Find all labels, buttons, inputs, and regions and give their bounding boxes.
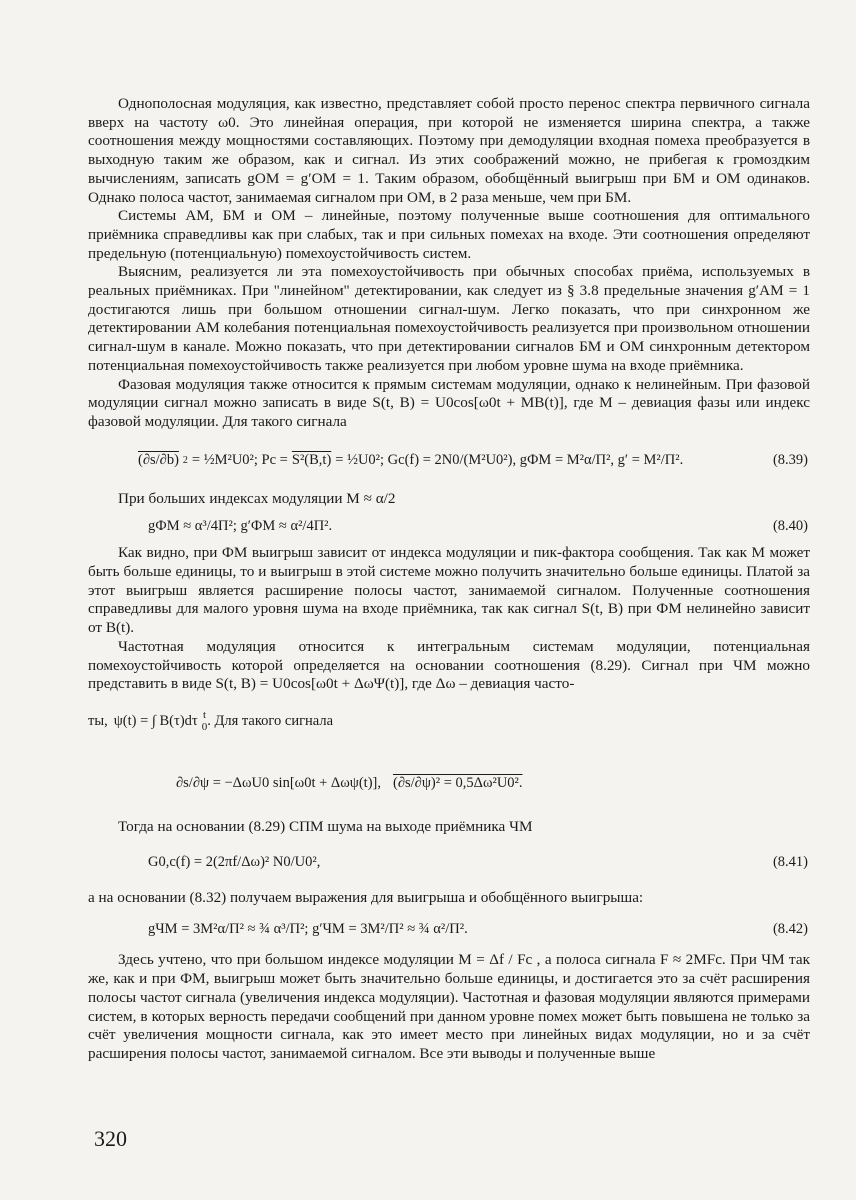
- eq839-term4: = ½U0²; Gc(f) = 2N0/(M²U0²), gФМ = M²α/Π², g′ = M²/Π².: [335, 452, 684, 469]
- eq-ds-left: ∂s/∂ψ = −ΔωU0 sin[ω0t + Δωψ(t)],: [176, 774, 381, 791]
- equation-ds-dpsi: [88, 748, 810, 818]
- paragraph-4: Фазовая модуляция также относится к прямым системам модуляции, однако к нелинейным. При фазовой модуляции сигнал можно записать в виде S(t, B) = U0cos[ω0t + MB(t)], где M – девиация фазы или индекс фазовой модуляции. Для такого сигнала: [88, 375, 810, 430]
- eq-ds-right: (∂s/∂ψ)² = 0,5Δω²U0².: [392, 774, 523, 791]
- paragraph-6: Как видно, при ФМ выигрыш зависит от индекса модуляции и пик-фактора сообщения. Так как M может быть больше единицы, то и выигрыш в этой системе можно получить значительно больше единицы. Платой за этот выигрыш является расширение полосы частот, занимаемой сигналом. Полученные соотношения справедливы для малого уровня шума на входе приёмника, так как сигнал S(t, B) при ФМ нелинейно зависит от B(t).: [88, 544, 810, 637]
- integral-upper-limit: t: [202, 708, 207, 721]
- paragraph-7: Частотная модуляция относится к интегральным системам модуляции, потенциальная помехоустойчивость которой определяется на основании соотношения (8.29). Сигнал при ЧМ можно представить в виде S(t, B) = U0cos[ω0t + ΔωΨ(t)], где Δω – девиация часто-: [88, 637, 810, 693]
- integral-expression: ψ(t) = ∫ B(τ)dτ: [113, 712, 198, 729]
- page-number: 320: [94, 1126, 127, 1151]
- paragraph-7-continuation: ты,: [88, 712, 108, 729]
- paragraph-10: Здесь учтено, что при большом индексе модуляции M = Δf / Fc , а полоса сигнала F ≈ 2MFc. При ЧМ так же, как и при ФМ, выигрыш может быть значительно больше единицы, и достигается это за счёт расширения полосы частот сигнала (увеличения индекса модуляции). Частотная и фазовая модуляции являются примерами систем, в которых верность передачи сообщений при данном уровне помех может быть повышена не только за счёт увеличения мощности сигнала, как это имеет место при линейных видах модуляции, но и за счёт расширения полосы частот, занимаемой сигналом. Все эти выводы и полученные выше: [88, 951, 810, 1062]
- eq839-term3: S²(B,t): [291, 452, 332, 469]
- equation-number: (8.40): [772, 518, 808, 534]
- equation-8-39: (∂s/∂b) 2 = ½M²U0²; Pc = S²(B,t) = ½U0²; Gc(f) = 2N0/(M²U0²), gФМ = M²α/Π², g′ = M²/Π². (8.39): [138, 452, 808, 469]
- equation-8-40: [88, 508, 810, 544]
- integral-line: [88, 694, 810, 748]
- paragraph-8: Тогда на основании (8.29) СПМ шума на выходе приёмника ЧМ: [118, 817, 533, 835]
- equation-8-41: [88, 837, 810, 889]
- eq841-expr: G0,c(f) = 2(2πf/Δω)² N0/U0²,: [148, 854, 321, 871]
- equation-8-42: [88, 907, 810, 951]
- paragraph-3: Выясним, реализуется ли эта помехоустойчивость при обычных способах приёма, используемых в реальных приёмниках. При "линейном" детектировании, как следует из § 3.8 предельные значения g′АМ = 1 достигаются лишь при большом отношении сигнал-шум. Легко показать, что при синхронном же детектировании АМ колебания потенциальная помехоустойчивость реализуется при произвольном отношении сигнал-шум в канале. Можно показать, что при детектировании сигналов БМ и ОМ синхронным детектором потенциальная помехоустойчивость также реализуется при любом уровне шума на входе приёмника.: [88, 263, 810, 374]
- equation-number: (8.41): [772, 854, 808, 871]
- eq839-term1: (∂s/∂b): [138, 452, 179, 469]
- eq839-term2: = ½M²U0²; Pc =: [191, 452, 288, 469]
- eq842-expr: gЧМ = 3M²α/Π² ≈ ¾ α³/Π²; g′ЧМ = 3M²/Π² ≈ ¾ α²/Π².: [148, 921, 468, 938]
- paragraph-9: а на основании (8.32) получаем выражения для выигрыша и обобщённого выигрыша:: [88, 888, 644, 906]
- page-body: [88, 95, 810, 1064]
- paragraph-1: Однополосная модуляция, как известно, представляет собой просто перенос спектра первичного сигнала вверх на частоту ω0. Это линейная операция, при которой не изменяется ширина спектра, а также соотношения между мощностями составляющих. Поэтому при демодуляции входная помеха преобразуется в выходную таким же образом, как и сигнал. Из этих соображений можно, не прибегая к громоздким вычислениям, записать gОМ = g′ОМ = 1. Таким образом, обобщённый выигрыш при БМ и ОМ одинаков. Однако полоса частот, занимаемая сигналом при ОМ, в 2 раза меньше, чем при БМ.: [88, 95, 810, 206]
- integral-lower-limit: 0: [201, 720, 208, 733]
- equation-number: (8.42): [772, 921, 808, 938]
- paragraph-7-tail: . Для такого сигнала: [207, 712, 334, 729]
- eq840-expr: gФМ ≈ α³/4Π²; g′ФМ ≈ α²/4Π².: [148, 518, 333, 534]
- equation-number: (8.39): [772, 452, 808, 469]
- paragraph-2: Системы АМ, БМ и ОМ – линейные, поэтому полученные выше соотношения для оптимального приёмника справедливы как при слабых, так и при сильных помехах на входе. Эти соотношения определяют предельную (потенциальную) помехоустойчивость систем.: [88, 207, 810, 262]
- paragraph-5: При больших индексах модуляции M ≈ α/2: [118, 489, 396, 507]
